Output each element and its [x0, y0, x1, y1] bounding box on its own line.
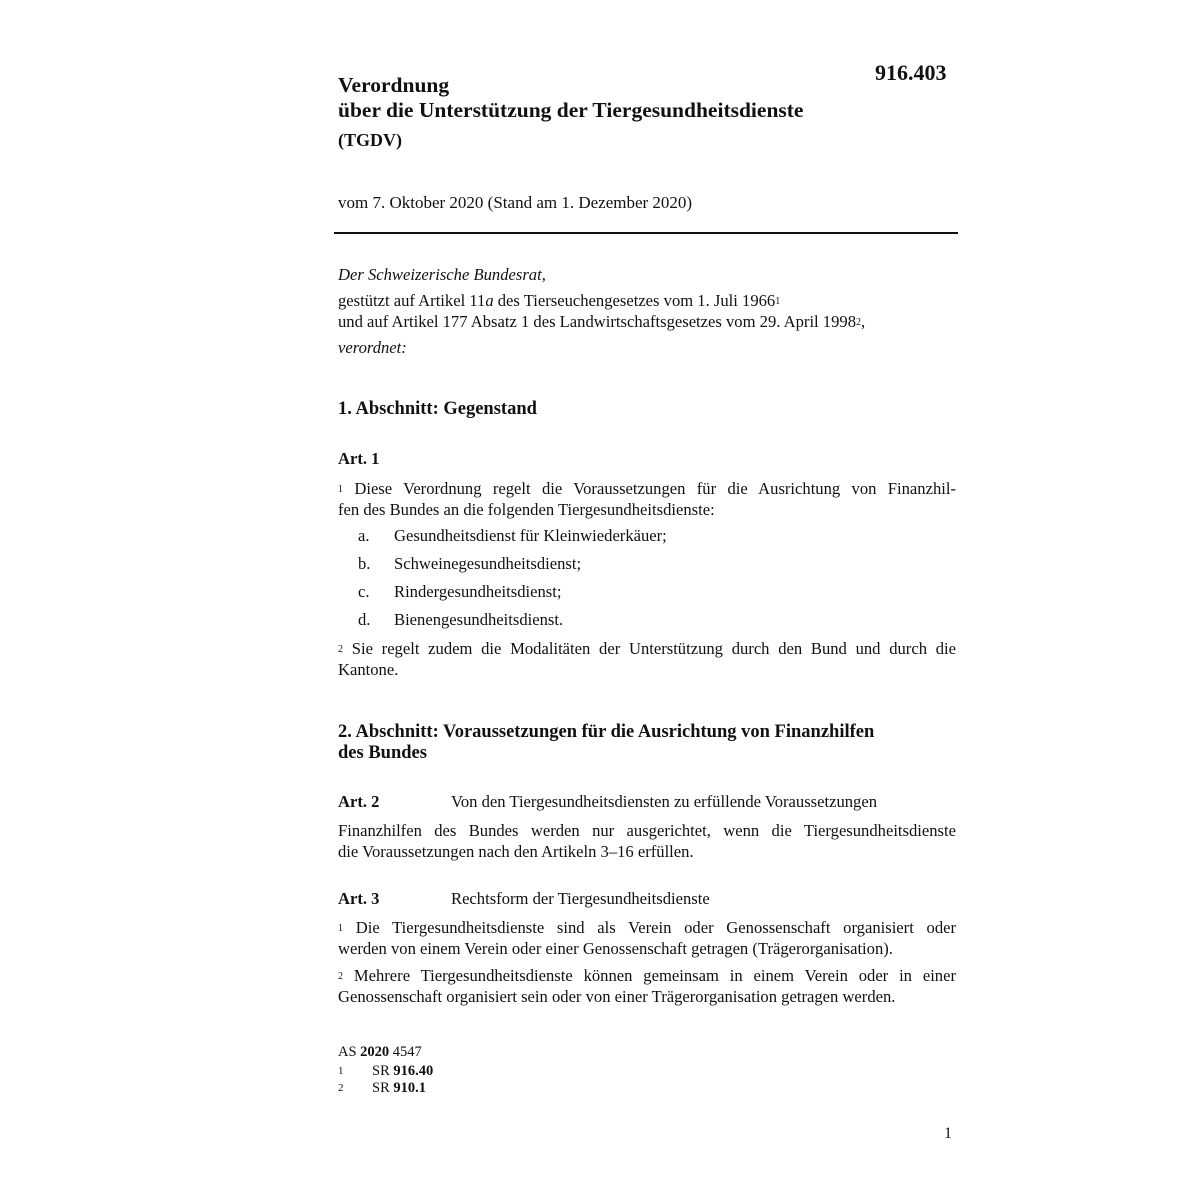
preamble-authority: Der Schweizerische Bundesrat,: [338, 265, 546, 284]
art-3-paragraph-2: $^2$ Mehrere Tiergesundheitsdienste können gemeinsam in einem Verein oder in einer Genossenschaft organisiert sein oder von einer Trägerorganisation getragen werden.: [338, 966, 956, 1006]
document-abbreviation: (TGDV): [338, 130, 402, 150]
footnote-ref-2[interactable]: 2: [856, 317, 861, 328]
list-item: b. Schweinegesundheitsdienst;: [358, 554, 582, 573]
preamble-decree: verordnet:: [338, 338, 407, 357]
footnote-ref-1[interactable]: 1: [775, 296, 781, 307]
art-3-paragraph-1: $^1$ Die Tiergesundheitsdienste sind als Verein oder Genossenschaft organisiert oder werden von einem Verein oder einer Genossenschaft getragen (Trägerorganisation).: [338, 918, 957, 958]
official-collection-ref: AS 2020 4547: [338, 1044, 422, 1060]
preamble-basis-2: und auf Artikel 177 Absatz 1 des Landwirtschaftsgesetzes vom 29. April 1998$^2$,: [338, 312, 866, 331]
art-3-title: Rechtsform der Tiergesundheitsdienste: [451, 889, 710, 908]
footnote-2: 2 SR 910.1: [338, 1080, 426, 1096]
art-2-label: Art. 2: [338, 792, 380, 811]
sr-number: 916.403: [875, 60, 947, 85]
art-2-title: Von den Tiergesundheitsdiensten zu erfüllende Voraussetzungen: [451, 792, 877, 811]
art-1-label: Art. 1: [338, 449, 380, 468]
art-3-label: Art. 3: [338, 889, 380, 908]
section-2-heading: 2. Abschnitt: Voraussetzungen für die Ausrichtung von Finanzhilfen des Bundes: [338, 722, 875, 763]
page-number: 1: [944, 1125, 952, 1142]
art-2-text: Finanzhilfen des Bundes werden nur ausgerichtet, wenn die Tiergesundheitsdienste die Voraussetzungen nach den Artikeln 3–16 erfüllen.: [338, 821, 956, 861]
header-divider: [334, 232, 958, 234]
title-line-1: Verordnung: [338, 73, 450, 97]
title-line-2: über die Unterstützung der Tiergesundheitsdienste: [338, 98, 804, 122]
preamble-basis-1: gestützt auf Artikel 11a des Tierseuchengesetzes vom 1. Juli 1966$^1$: [338, 291, 781, 310]
art-1-paragraph-2: $^2$ Sie regelt zudem die Modalitäten der Unterstützung durch den Bund und durch die Kantone.: [338, 639, 956, 679]
list-item: c. Rindergesundheitsdienst;: [358, 582, 562, 601]
date-line: vom 7. Oktober 2020 (Stand am 1. Dezember 2020): [338, 193, 693, 212]
section-1-heading: 1. Abschnitt: Gegenstand: [338, 399, 537, 419]
footnote-1: 1 SR 916.40: [338, 1063, 434, 1079]
art-1-paragraph-1: $^1$ Diese Verordnung regelt die Voraussetzungen für die Ausrichtung von Finanzhil- fen des Bundes an die folgenden Tiergesundheitsdienste:: [338, 479, 956, 519]
list-item: a. Gesundheitsdienst für Kleinwiederkäuer;: [358, 526, 667, 545]
document-title: [338, 73, 803, 123]
list-item: d. Bienengesundheitsdienst.: [358, 610, 564, 629]
